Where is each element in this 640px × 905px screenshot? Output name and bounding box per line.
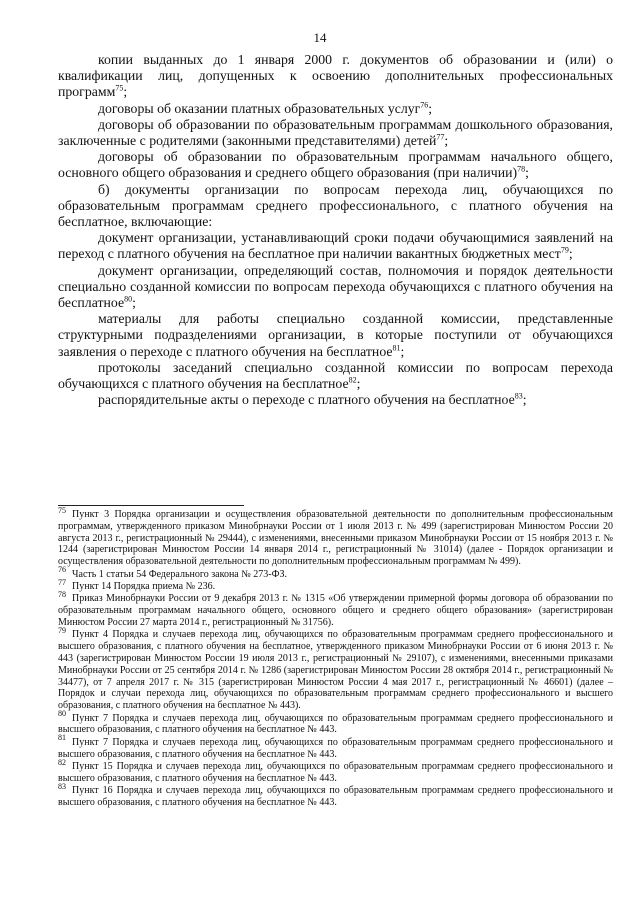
footnote: $^{83}$ Пункт 16 Порядка и случаев перехода лиц, обучающихся по образовательным программам среднего профессионального и высшего образования, с платного обучения на бесплатное № 443. (58, 781, 613, 808)
footnote-number: 76 (58, 565, 66, 575)
paragraph: договоры об оказании платных образовательных услуг$^{76}$; (98, 100, 433, 116)
footnote: $^{82}$ Пункт 15 Порядка и случаев перехода лиц, обучающихся по образовательным программам среднего профессионального и высшего образования, с платного обучения на бесплатное № 443. (58, 757, 613, 784)
paragraph: документ организации, устанавливающий сроки подачи обучающимися заявлений на переход с платного обучения на бесплатное при наличии вакантных бюджетных мест$^{79}$; (58, 230, 613, 262)
footnote-ref[interactable]: 79 (560, 245, 569, 255)
footnote-ref[interactable]: 77 (436, 132, 445, 142)
footnote-number: 77 (58, 577, 66, 587)
footnote-ref[interactable]: 81 (392, 343, 401, 353)
footnote-ref[interactable]: 82 (348, 375, 357, 385)
footnote-ref[interactable]: 78 (517, 164, 526, 174)
main-text (58, 52, 613, 408)
footnote-number: 75 (58, 505, 66, 515)
footnote-number: 81 (58, 733, 66, 743)
footnote-ref[interactable]: 75 (115, 83, 124, 93)
footnotes (58, 505, 613, 809)
paragraph: б) документы организации по вопросам перехода лиц, обучающихся по образовательным программам среднего профессионального, с платного обучения на бесплатное, включающие: (58, 181, 613, 230)
footnote-ref[interactable]: 83 (514, 391, 523, 401)
page-number: 14 (313, 30, 327, 45)
footnote-number: 83 (58, 781, 66, 791)
footnote-number: 80 (58, 709, 66, 719)
footnote: $^{79}$ Пункт 4 Порядка и случаев перехода лиц, обучающихся по образовательным программам среднего профессионального и высшего образования, с платного обучения на бесплатное, утвержденного приказом Минобрнауки России от 6 июня 2013 г. № 443 (зарегистрирован Минюстом России 19 июля 2013 г., регистрационный № 29107), с изменениями, внесенными приказами Минобрнауки России от 25 сентября 2014 г. № 1286 (зарегистрирован Минюстом России 28 октября 2014 г., регистрационный № 34477), от 7 апреля 2017 г. № 315 (зарегистрирован Минюстом России 4 мая 2017 г., регистрационный № 46601) (далее – Порядок и случаи перехода лиц, обучающихся по образовательным программам среднего профессионального и высшего образования, с платного обучения на бесплатное № 443). (58, 626, 613, 712)
paragraph: протоколы заседаний специально созданной комиссии по вопросам перехода обучающихся с платного обучения на бесплатное$^{82}$; (58, 359, 613, 392)
footnote: $^{78}$ Приказ Минобрнауки России от 9 декабря 2013 г. № 1315 «Об утверждении примерной формы договора об образовании по образовательным программам начального общего, основного общего и среднего общего образования» (зарегистрирован Минюстом России 27 марта 2014 г., регистрационный № 31756). (58, 590, 613, 628)
footnote-ref[interactable]: 80 (124, 294, 133, 304)
paragraph: договоры об образовании по образовательным программам дошкольного образования, заключенные с родителями (законными представителями) детей$^{77}$; (58, 116, 613, 149)
footnote: $^{81}$ Пункт 7 Порядка и случаев перехода лиц, обучающихся по образовательным программам среднего профессионального и высшего образования, с платного обучения на бесплатное № 443. (58, 733, 613, 760)
footnote-ref[interactable]: 76 (420, 100, 429, 110)
footnote-separator (58, 505, 244, 506)
paragraph: копии выданных до 1 января 2000 г. документов об образовании и (или) о квалификации лиц, допущенных к освоению дополнительных профессиональных программ$^{75}$; (58, 52, 613, 100)
paragraph: документ организации, определяющий состав, полномочия и порядок деятельности специально созданной комиссии по вопросам перехода обучающихся с платного обучения на бесплатное$^{80}$; (58, 262, 613, 311)
footnote-number: 79 (58, 626, 66, 636)
paragraph: распорядительные акты о переходе с платного обучения на бесплатное$^{83}$; (98, 391, 527, 408)
footnote: $^{80}$ Пункт 7 Порядка и случаев перехода лиц, обучающихся по образовательным программам среднего профессионального и высшего образования, с платного обучения на бесплатное № 443. (58, 709, 613, 736)
paragraph: договоры об образовании по образовательным программам начального общего, основного общего образования и среднего общего образования (при наличии)$^{78}$; (58, 149, 613, 181)
footnote: $^{76}$ Часть 1 статьи 54 Федерального закона № 273-ФЗ. (58, 565, 288, 580)
footnote: $^{75}$ Пункт 3 Порядка организации и осуществления образовательной деятельности по дополнительным профессиональным программам, утвержденного приказом Минобрнауки России от 1 июля 2013 г. № 499 (зарегистрирован Минюстом России 20 августа 2013 г., регистрационный № 29444), с изменениями, внесенными приказом Минобрнауки России от 15 ноября 2013 г. № 1244 (зарегистрирован Минюстом России 14 января 2014 г., регистрационный № 31014) (далее - Порядок организации и осуществления образовательной деятельности по дополнительным профессиональным программам № 499). (58, 505, 613, 568)
footnote-number: 78 (58, 590, 66, 600)
footnote-number: 82 (58, 757, 66, 767)
footnote: $^{77}$ Пункт 14 Порядка приема № 236. (58, 577, 216, 592)
paragraph: материалы для работы специально созданной комиссии, представленные структурными подразделениями организации, в которые поступили от обучающихся заявления о переходе с платного обучения на бесплатное$^{81}$; (58, 311, 613, 359)
